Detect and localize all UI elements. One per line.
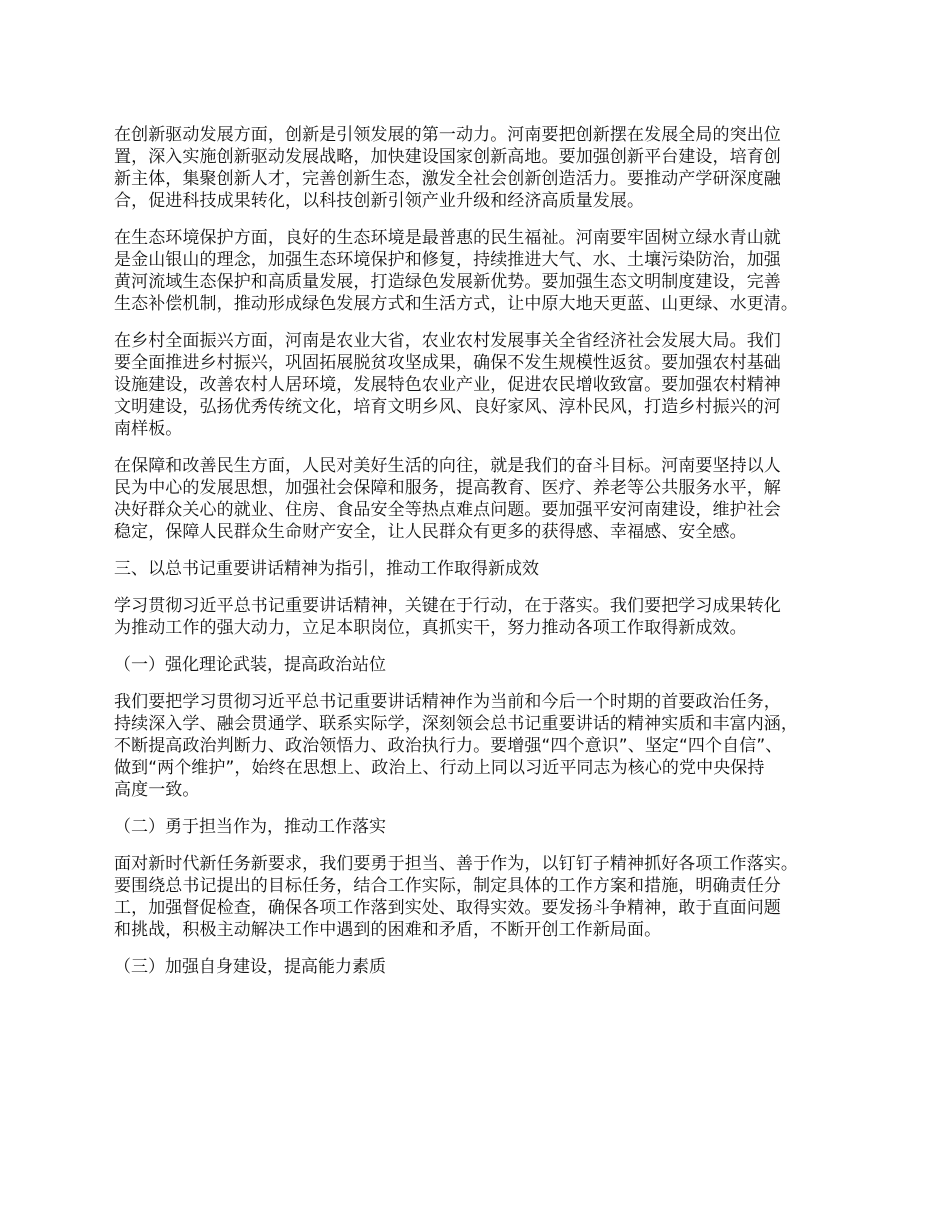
text-line: 文明建设，弘扬优秀传统文化，培育文明乡风、良好家风、淳朴民风，打造乡村振兴的河 bbox=[114, 397, 781, 417]
text-line: 合，促进科技成果转化，以科技创新引领产业升级和经济高质量发展。 bbox=[114, 191, 645, 211]
text-line: 在生态环境保护方面，良好的生态环境是最普惠的民生福祉。河南要牢固树立绿水青山就 bbox=[114, 228, 781, 248]
text-line: 和挑战，积极主动解决工作中遇到的困难和矛盾，不断开创工作新局面。 bbox=[114, 920, 662, 940]
text-line: 做到“两个维护”，始终在思想上、政治上、行动上同以习近平同志为核心的党中央保持 bbox=[114, 758, 765, 778]
text-line: 在乡村全面振兴方面，河南是农业大省，农业农村发展事关全省经济社会发展大局。我们 bbox=[114, 331, 781, 351]
text-line: 生态补偿机制，推动形成绿色发展方式和生活方式，让中原大地天更蓝、山更绿、水更清。 bbox=[114, 294, 798, 314]
heading-text: 三、以总书记重要讲话精神为指引，推动工作取得新成效 bbox=[114, 559, 539, 579]
paragraph-livelihood bbox=[114, 455, 862, 543]
text-line: 是金山银山的理念，加强生态环境保护和修复，持续推进大气、水、土壤污染防治，加强 bbox=[114, 250, 781, 270]
section-heading-three bbox=[114, 558, 862, 580]
subheading-one bbox=[114, 654, 862, 676]
text-line: 决好群众关心的就业、住房、食品安全等热点难点问题。要加强平安河南建设，维护社会 bbox=[114, 500, 781, 520]
text-line: 稳定，保障人民群众生命财产安全，让人民群众有更多的获得感、幸福感、安全感。 bbox=[114, 522, 747, 542]
paragraph-innovation bbox=[114, 124, 862, 212]
text-line: 黄河流域生态保护和高质量发展，打造绿色发展新优势。要加强生态文明制度建设，完善 bbox=[114, 272, 781, 292]
text-line: 为推动工作的强大动力，立足本职岗位，真抓实干，努力推动各项工作取得新成效。 bbox=[114, 618, 747, 638]
text-line: 我们要把学习贯彻习近平总书记重要讲话精神作为当前和今后一个时期的首要政治任务， bbox=[114, 692, 781, 712]
document-body bbox=[114, 124, 862, 993]
text-line: 工，加强督促检查，确保各项工作落到实处、取得实效。要发扬斗争精神，敢于直面问题 bbox=[114, 898, 781, 918]
heading-text: （一）强化理论武装，提高政治站位 bbox=[114, 655, 386, 675]
heading-text: （二）勇于担当作为，推动工作落实 bbox=[114, 817, 386, 837]
subheading-two bbox=[114, 816, 862, 838]
text-line: 民为中心的发展思想，加强社会保障和服务，提高教育、医疗、养老等公共服务水平，解 bbox=[114, 478, 781, 498]
subheading-three bbox=[114, 956, 862, 978]
heading-text: （三）加强自身建设，提高能力素质 bbox=[114, 957, 386, 977]
text-line: 面对新时代新任务新要求，我们要勇于担当、善于作为，以钉钉子精神抓好各项工作落实。 bbox=[114, 854, 798, 874]
text-line: 要全面推进乡村振兴，巩固拓展脱贫攻坚成果，确保不发生规模性返贫。要加强农村基础 bbox=[114, 353, 781, 373]
text-line: 学习贯彻习近平总书记重要讲话精神，关键在于行动，在于落实。我们要把学习成果转化 bbox=[114, 596, 781, 616]
paragraph-responsibility bbox=[114, 853, 862, 941]
text-line: 在保障和改善民生方面，人民对美好生活的向往，就是我们的奋斗目标。河南要坚持以人 bbox=[114, 456, 781, 476]
text-line: 在创新驱动发展方面，创新是引领发展的第一动力。河南要把创新摆在发展全局的突出位 bbox=[114, 125, 781, 145]
text-line: 置，深入实施创新驱动发展战略，加快建设国家创新高地。要加强创新平台建设，培育创 bbox=[114, 147, 781, 167]
text-line: 持续深入学、融会贯通学、联系实际学，深刻领会总书记重要讲话的精神实质和丰富内涵， bbox=[114, 714, 798, 734]
paragraph-ecology bbox=[114, 227, 862, 315]
paragraph-implementation bbox=[114, 595, 862, 639]
text-line: 不断提高政治判断力、政治领悟力、政治执行力。要增强“四个意识”、坚定“四个自信”、 bbox=[114, 736, 783, 756]
text-line: 南样板。 bbox=[114, 419, 183, 439]
text-line: 高度一致。 bbox=[114, 780, 200, 800]
text-line: 要围绕总书记提出的目标任务，结合工作实际，制定具体的工作方案和措施，明确责任分 bbox=[114, 876, 781, 896]
text-line: 设施建设，改善农村人居环境，发展特色农业产业，促进农民增收致富。要加强农村精神 bbox=[114, 375, 781, 395]
text-line: 新主体，集聚创新人才，完善创新生态，激发全社会创新创造活力。要推动产学研深度融 bbox=[114, 169, 781, 189]
paragraph-rural-revitalization bbox=[114, 330, 862, 440]
paragraph-theory bbox=[114, 691, 862, 801]
